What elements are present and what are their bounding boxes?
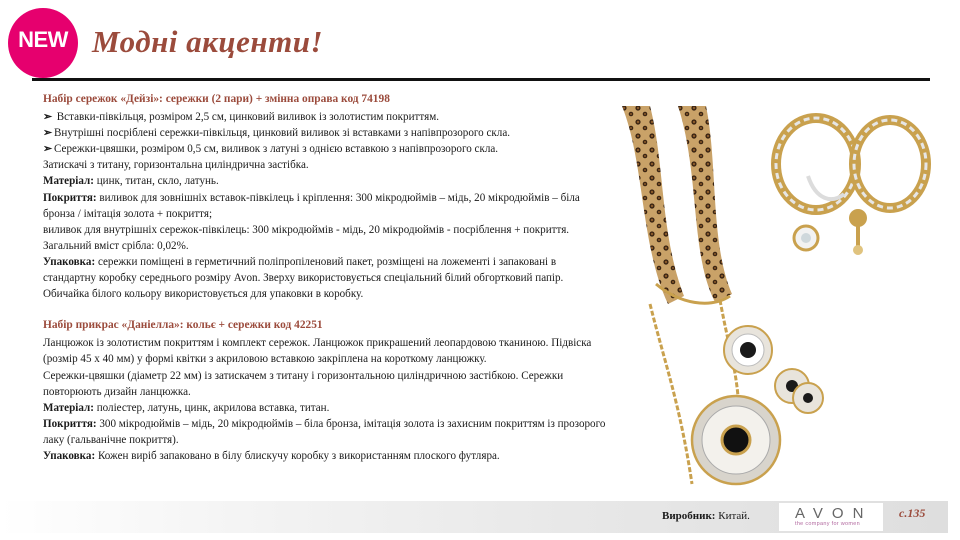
flower-pendant-large xyxy=(692,396,780,484)
flower-pendant-small xyxy=(724,326,772,374)
new-badge xyxy=(8,8,78,78)
product2-desc-2: Сережки-цвяшки (діаметр 22 мм) із затискачем з титану і горизонтальною циліндричною застібкою. Сережки повторюють дизайн ланцюжка. xyxy=(43,369,564,398)
page-number: с.135 xyxy=(899,506,926,520)
title-divider xyxy=(32,78,930,81)
product-descriptions xyxy=(43,91,611,464)
product1-bullet-2: ➢ Внутрішні посріблені сережки-півкільця, цинковий виливок зі вставками з напівпрозорого скла. xyxy=(43,125,611,141)
arrow-bullet-icon: ➢ xyxy=(43,143,53,156)
product2-packaging: Упаковка: Кожен виріб запаковано в білу блискучу коробку з використанням плоского футляра. xyxy=(43,449,500,462)
hoop-earrings xyxy=(776,118,926,210)
flower-stud-earrings xyxy=(775,369,823,413)
leopard-ribbon-left xyxy=(622,106,684,304)
product1-bullet-1: ➢ Вставки-півкільця, розміром 2,5 см, цинковий виливок із золотистим покриттям. xyxy=(43,109,611,125)
section-gap xyxy=(43,302,611,317)
product1-clasp: Затискачі з титану, горизонтальна циліндрична застібка. xyxy=(43,159,309,172)
avon-logo: AVON xyxy=(795,505,873,522)
product2-desc-1: Ланцюжок із золотистим покриттям і комплект сережок. Ланцюжок прикрашений леопардовою тканиною. Підвіска (розмір 45 х 40 мм) у формі квітки з акриловою вставкою закріплена на короткому ланцюжку. xyxy=(43,337,592,366)
new-badge-label: NEW xyxy=(18,27,68,52)
product2-coating: Покриття: 300 мікродюймів – мідь, 20 мікродюймів – біла бронза, імітація золота із захисним покриттям із прозорого лаку (гальванічне покриття). xyxy=(43,417,606,446)
manufacturer: Виробник: Китай. xyxy=(662,510,750,522)
arrow-bullet-icon: ➢ xyxy=(43,111,53,124)
gold-chain xyxy=(650,304,692,484)
product1-coating-inner: виливок для внутрішніх сережок-півкілець: 300 мікродюймів - мідь, 20 мікродюймів - посріблення + покриття. Загальний вміст срібла: 0,02%. xyxy=(43,223,570,252)
arrow-bullet-icon: ➢ xyxy=(43,127,53,140)
avon-tagline: the company for women xyxy=(795,521,860,527)
product1-coating: Покриття: виливок для зовнішніх вставок-півкілець і кріплення: 300 мікродюймів – мідь, 20 мікродюймів – біла бронза / імітація золота + покриття; xyxy=(43,191,580,220)
jewelry-photo xyxy=(620,104,942,496)
product1-heading: Набір сережок «Дейзі»: сережки (2 пари) + змінна оправа код 74198 xyxy=(43,93,390,105)
product1-packaging: Упаковка: сережки поміщені в герметичний поліпропіленовий пакет, розміщені на ложементі і запаковані в стандартну коробку середнього розміру Avon. Зверху використовується спеціальний білий обгортковий папір. Обичайка білого кольору використовується для упаковки в коробку. xyxy=(43,255,564,301)
leopard-ribbon-right xyxy=(678,106,732,302)
product1-bullet-3: ➢ Сережки-цвяшки, розміром 0,5 см, виливок з латуні з однією вставкою з напівпрозорого скла. xyxy=(43,141,611,157)
crystal-stud-earrings xyxy=(794,209,867,255)
product2-heading: Набір прикрас «Даніелла»: кольє + сережки код 42251 xyxy=(43,319,323,332)
page-title: Модні акценти! xyxy=(92,24,324,59)
product1-material: Матеріал: цинк, титан, скло, латунь. xyxy=(43,175,219,188)
product2-material: Матеріал: поліестер, латунь, цинк, акрилова вставка, титан. xyxy=(43,401,330,414)
